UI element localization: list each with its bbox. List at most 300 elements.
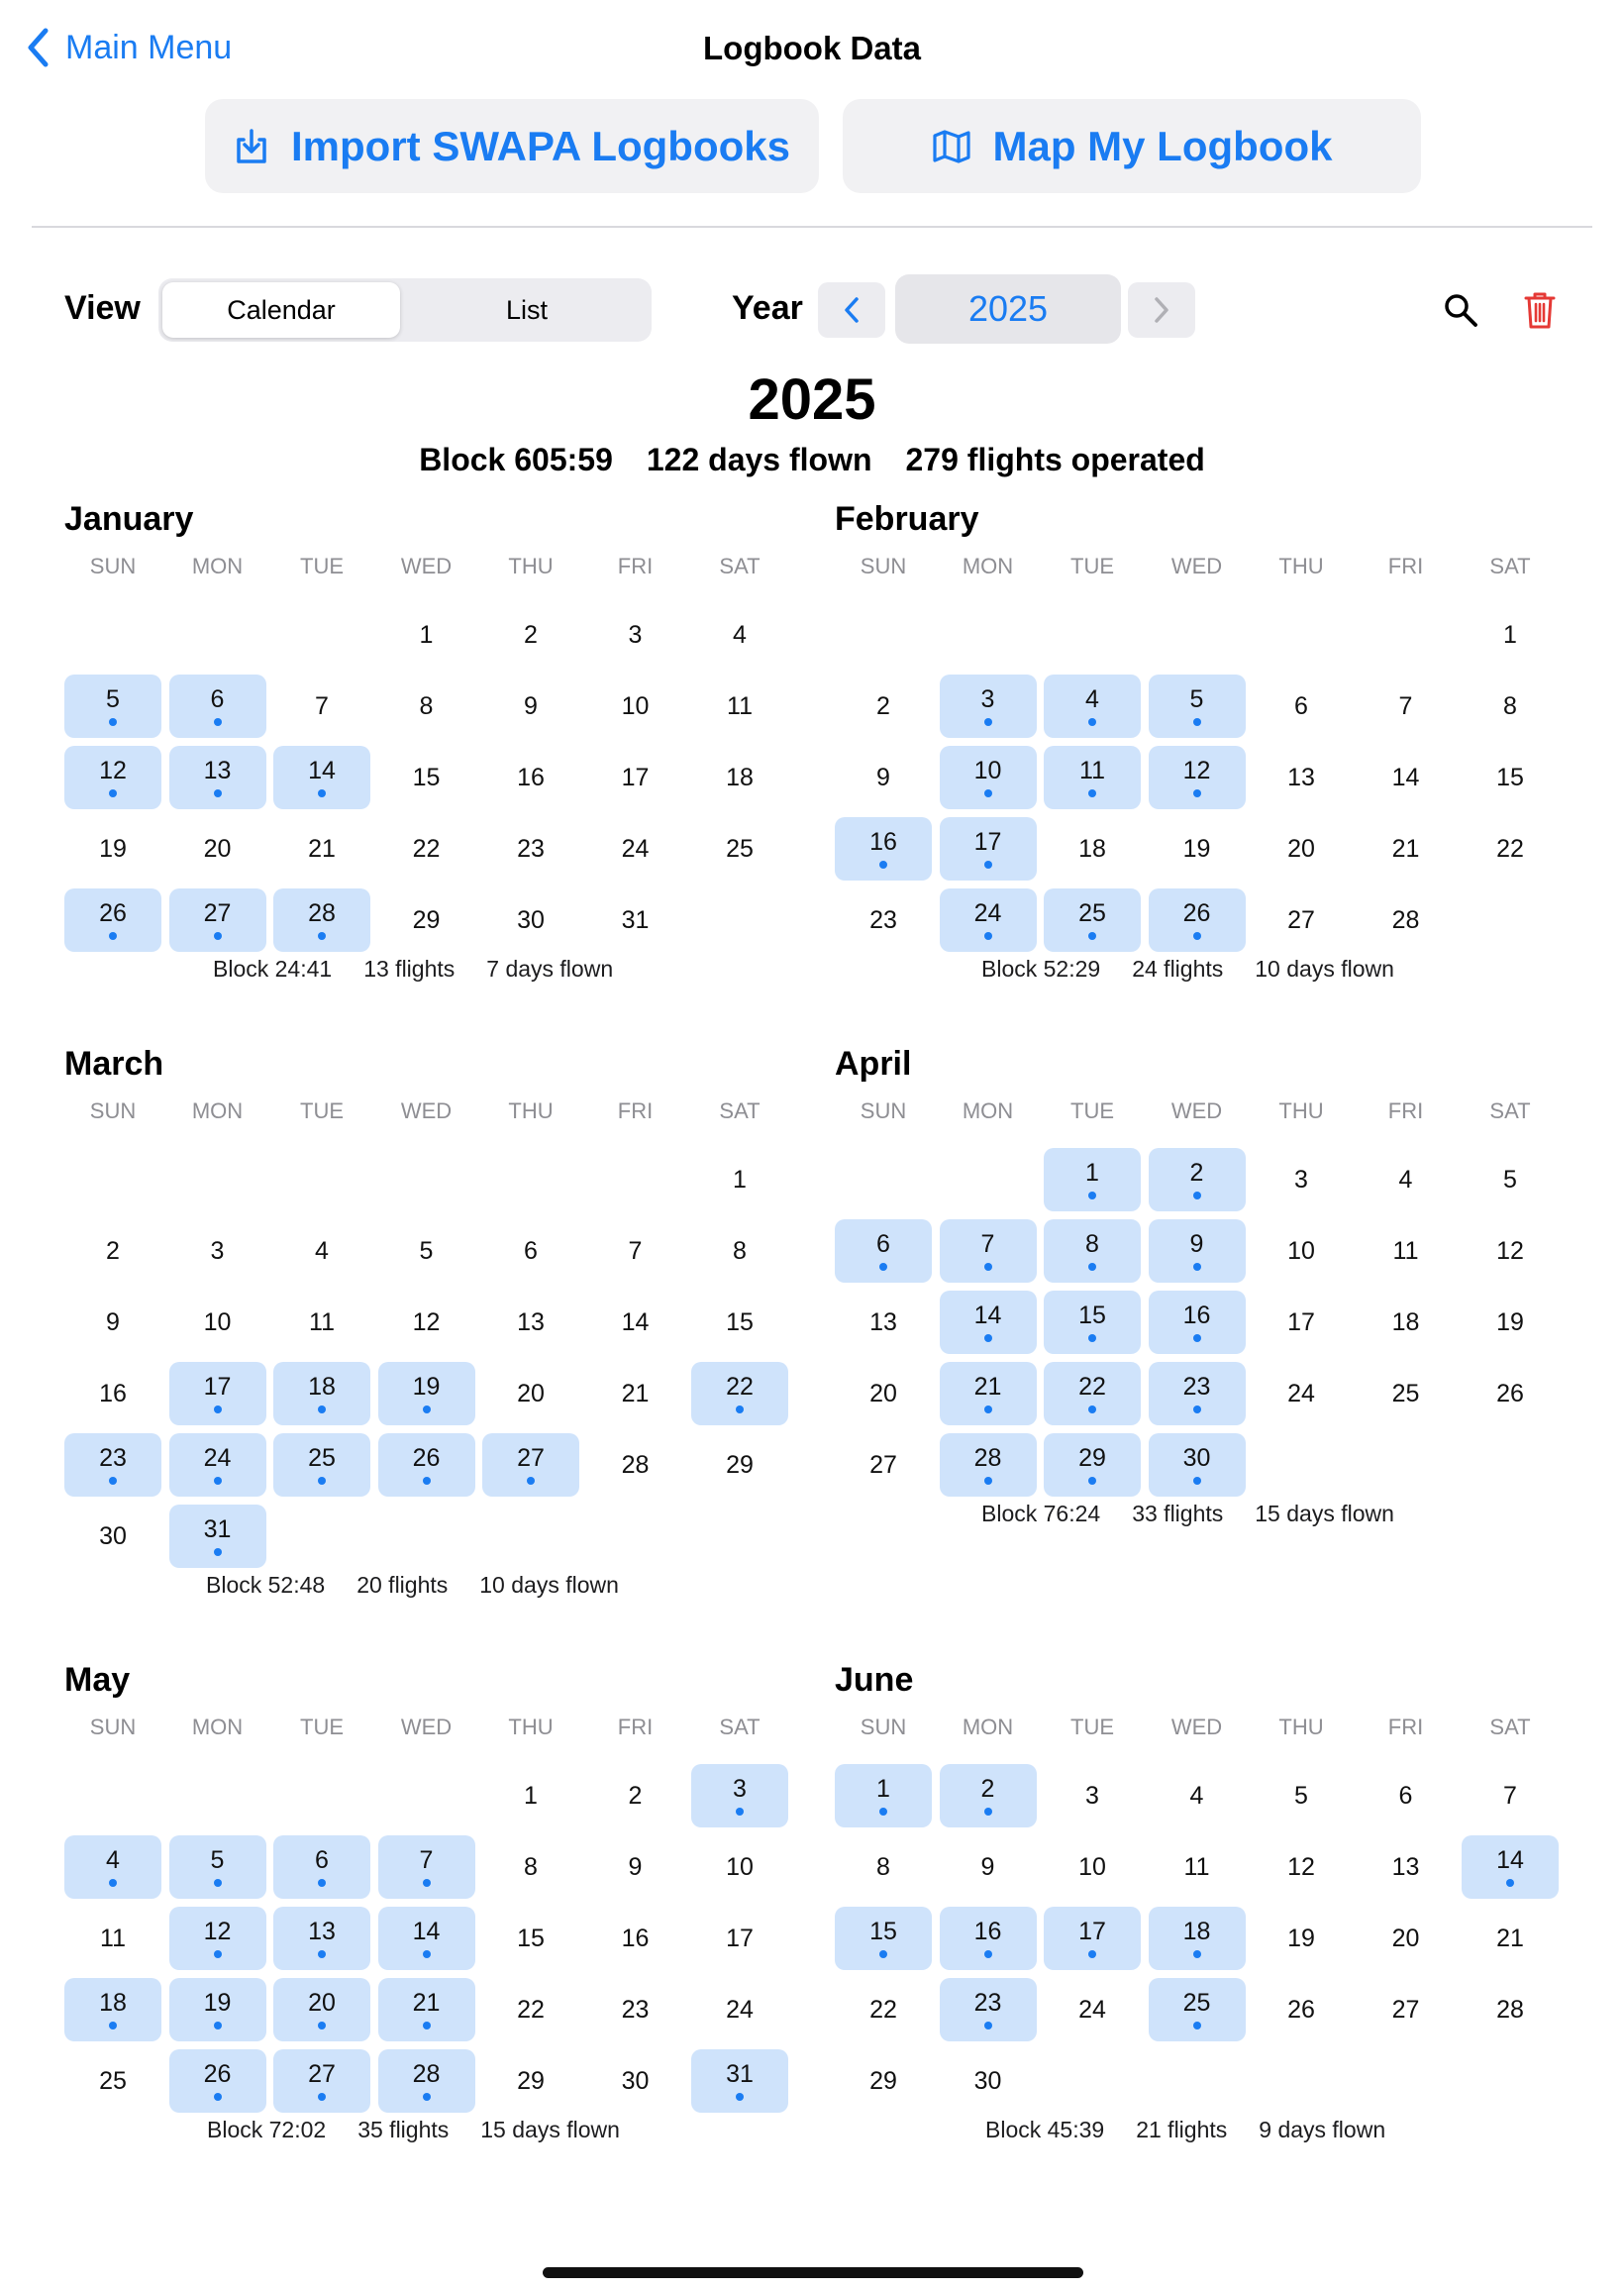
day-cell-flown[interactable] — [1149, 1148, 1246, 1211]
view-label: View — [64, 289, 141, 327]
day-cell[interactable] — [169, 817, 266, 881]
day-number: 24 — [1287, 1380, 1315, 1407]
day-cell[interactable] — [1044, 1835, 1141, 1899]
day-cell[interactable] — [835, 675, 932, 738]
trash-icon — [1523, 290, 1557, 330]
day-number: 11 — [1183, 1853, 1210, 1881]
day-cell[interactable] — [1358, 1219, 1455, 1283]
weekday-label: SUN — [89, 554, 137, 578]
day-cell-flown[interactable] — [1462, 1835, 1559, 1899]
weekday-label: THU — [508, 1715, 554, 1739]
day-number: 6 — [1398, 1782, 1413, 1810]
flight-dot-icon — [879, 1950, 887, 1958]
day-number: 29 — [1078, 1444, 1106, 1472]
day-cell[interactable] — [1358, 1978, 1455, 2041]
day-cell[interactable] — [1149, 1764, 1246, 1827]
day-cell[interactable] — [378, 888, 475, 952]
month-stat-days: 10 days flown — [479, 1572, 619, 1598]
flight-dot-icon — [214, 1548, 222, 1556]
day-cell[interactable] — [587, 817, 684, 881]
day-cell[interactable] — [482, 1291, 579, 1354]
day-cell-flown[interactable] — [273, 888, 370, 952]
day-cell-flown[interactable] — [940, 888, 1037, 952]
day-number: 11 — [1079, 757, 1105, 784]
weekday-label: SUN — [860, 1098, 907, 1123]
day-cell[interactable] — [482, 1835, 579, 1899]
day-cell[interactable] — [482, 817, 579, 881]
day-cell[interactable] — [378, 817, 475, 881]
day-cell[interactable] — [691, 817, 788, 881]
day-cell[interactable] — [64, 1505, 161, 1568]
flight-dot-icon — [318, 789, 326, 797]
day-number: 14 — [1496, 1846, 1524, 1874]
day-cell[interactable] — [64, 2049, 161, 2113]
day-cell[interactable] — [1358, 1291, 1455, 1354]
day-cell[interactable] — [587, 746, 684, 809]
day-cell[interactable] — [835, 1433, 932, 1497]
day-cell[interactable] — [64, 817, 161, 881]
day-cell[interactable] — [273, 675, 370, 738]
day-cell[interactable] — [587, 888, 684, 952]
day-cell[interactable] — [1462, 1978, 1559, 2041]
day-cell[interactable] — [1253, 1978, 1350, 2041]
day-number: 17 — [621, 764, 650, 791]
day-cell[interactable] — [1358, 1362, 1455, 1425]
day-cell-flown[interactable] — [1149, 1433, 1246, 1497]
day-cell-flown[interactable] — [940, 817, 1037, 881]
day-cell-flown[interactable] — [835, 1907, 932, 1970]
day-number: 19 — [203, 1989, 232, 2017]
month-stats — [985, 2117, 1385, 2143]
day-cell-flown[interactable] — [1149, 1978, 1246, 2041]
day-number: 8 — [524, 1853, 538, 1881]
day-number: 11 — [100, 1925, 126, 1952]
day-cell[interactable] — [1044, 817, 1141, 881]
day-cell[interactable] — [1358, 888, 1455, 952]
day-cell-flown[interactable] — [1044, 1907, 1141, 1970]
import-logbooks-button[interactable] — [205, 99, 819, 193]
day-cell-flown[interactable] — [1149, 1219, 1246, 1283]
day-number: 20 — [1287, 835, 1315, 863]
day-cell[interactable] — [1253, 1219, 1350, 1283]
day-number: 24 — [1078, 1996, 1106, 2024]
day-cell-flown[interactable] — [1044, 746, 1141, 809]
day-cell-flown[interactable] — [691, 1362, 788, 1425]
day-cell[interactable] — [273, 1219, 370, 1283]
day-cell[interactable] — [1462, 1764, 1559, 1827]
day-cell[interactable] — [482, 1219, 579, 1283]
day-number: 20 — [869, 1380, 897, 1407]
day-cell[interactable] — [378, 1219, 475, 1283]
flight-dot-icon — [1193, 1950, 1201, 1958]
day-cell-flown[interactable] — [1044, 1291, 1141, 1354]
day-number: 24 — [621, 835, 650, 863]
day-cell[interactable] — [1462, 817, 1559, 881]
day-cell-flown[interactable] — [1149, 1907, 1246, 1970]
day-cell-flown[interactable] — [940, 1433, 1037, 1497]
day-cell-flown[interactable] — [940, 1291, 1037, 1354]
day-cell-flown[interactable] — [940, 746, 1037, 809]
day-number: 3 — [628, 621, 643, 649]
flight-dot-icon — [109, 789, 117, 797]
month-name: February — [835, 500, 979, 538]
day-cell-flown[interactable] — [378, 1362, 475, 1425]
flight-dot-icon — [109, 2022, 117, 2030]
day-cell[interactable] — [835, 1978, 932, 2041]
search-button[interactable] — [1438, 287, 1483, 333]
day-cell[interactable] — [64, 1907, 161, 1970]
day-cell[interactable] — [1462, 603, 1559, 667]
day-cell-flown[interactable] — [378, 2049, 475, 2113]
day-cell-flown[interactable] — [1044, 1148, 1141, 1211]
month-stat-days: 10 days flown — [1255, 956, 1394, 982]
day-number: 8 — [419, 692, 434, 720]
day-number: 7 — [628, 1237, 643, 1265]
day-cell[interactable] — [1462, 1148, 1559, 1211]
day-cell[interactable] — [378, 675, 475, 738]
day-number: 11 — [309, 1308, 335, 1336]
day-cell[interactable] — [1358, 1764, 1455, 1827]
day-cell-flown[interactable] — [835, 817, 932, 881]
day-cell-flown[interactable] — [64, 1433, 161, 1497]
day-cell[interactable] — [835, 2049, 932, 2113]
day-number: 28 — [1391, 906, 1420, 934]
day-cell[interactable] — [482, 2049, 579, 2113]
day-number: 14 — [1391, 764, 1420, 791]
flight-dot-icon — [318, 1950, 326, 1958]
day-cell-flown[interactable] — [1044, 888, 1141, 952]
weekday-label: WED — [400, 1715, 453, 1739]
day-cell[interactable] — [1253, 1362, 1350, 1425]
day-number: 19 — [99, 835, 127, 863]
flight-dot-icon — [984, 1334, 992, 1342]
day-cell-flown[interactable] — [169, 1978, 266, 2041]
day-cell[interactable] — [1253, 1835, 1350, 1899]
day-cell-flown[interactable] — [1044, 1433, 1141, 1497]
day-cell-flown[interactable] — [378, 1835, 475, 1899]
day-cell[interactable] — [1253, 1291, 1350, 1354]
day-cell-flown[interactable] — [691, 2049, 788, 2113]
year-label: Year — [732, 289, 803, 327]
weekday-label: THU — [1278, 1098, 1324, 1123]
month-stat-flights: 35 flights — [357, 2117, 450, 2142]
day-cell[interactable] — [64, 1219, 161, 1283]
day-cell[interactable] — [691, 1907, 788, 1970]
day-cell[interactable] — [169, 1219, 266, 1283]
day-cell-flown[interactable] — [64, 746, 161, 809]
day-cell[interactable] — [587, 1362, 684, 1425]
day-number: 18 — [308, 1373, 336, 1401]
day-cell[interactable] — [1253, 1907, 1350, 1970]
day-number: 6 — [524, 1237, 538, 1265]
flight-dot-icon — [1088, 789, 1096, 797]
day-cell[interactable] — [835, 746, 932, 809]
day-cell-flown[interactable] — [169, 1433, 266, 1497]
day-number: 29 — [726, 1451, 754, 1479]
day-cell[interactable] — [1149, 1835, 1246, 1899]
day-cell[interactable] — [378, 746, 475, 809]
day-cell[interactable] — [1462, 1291, 1559, 1354]
day-cell[interactable] — [587, 675, 684, 738]
day-cell[interactable] — [482, 1362, 579, 1425]
flight-dot-icon — [879, 861, 887, 869]
day-cell-flown[interactable] — [691, 1764, 788, 1827]
day-cell[interactable] — [1149, 817, 1246, 881]
day-cell[interactable] — [835, 1291, 932, 1354]
day-cell-flown[interactable] — [1044, 1219, 1141, 1283]
day-cell-flown[interactable] — [378, 1978, 475, 2041]
day-cell[interactable] — [1358, 817, 1455, 881]
day-cell[interactable] — [1462, 1219, 1559, 1283]
day-cell[interactable] — [587, 1907, 684, 1970]
day-cell[interactable] — [691, 1433, 788, 1497]
year-days-flown: 122 days flown — [646, 442, 872, 477]
day-cell[interactable] — [1044, 1978, 1141, 2041]
day-cell-flown[interactable] — [1149, 675, 1246, 738]
day-cell-flown[interactable] — [1044, 675, 1141, 738]
day-number: 27 — [203, 899, 232, 927]
day-cell[interactable] — [1044, 1764, 1141, 1827]
day-number: 23 — [973, 1989, 1002, 2017]
day-number: 17 — [203, 1373, 232, 1401]
day-cell[interactable] — [587, 1433, 684, 1497]
day-number: 27 — [517, 1444, 545, 1472]
day-number: 16 — [99, 1380, 127, 1407]
weekday-label: THU — [508, 1098, 554, 1123]
weekday-label: TUE — [300, 554, 344, 578]
day-cell[interactable] — [64, 1362, 161, 1425]
day-cell[interactable] — [1253, 888, 1350, 952]
day-number: 19 — [1496, 1308, 1524, 1336]
day-cell[interactable] — [587, 1835, 684, 1899]
day-cell-flown[interactable] — [273, 1978, 370, 2041]
day-cell[interactable] — [1253, 817, 1350, 881]
day-number: 5 — [1294, 1782, 1308, 1810]
day-cell[interactable] — [587, 1764, 684, 1827]
day-cell-flown[interactable] — [169, 888, 266, 952]
day-number: 5 — [419, 1237, 434, 1265]
day-cell-flown[interactable] — [940, 1907, 1037, 1970]
day-cell-flown[interactable] — [1149, 888, 1246, 952]
day-cell-flown[interactable] — [64, 888, 161, 952]
day-cell[interactable] — [482, 1978, 579, 2041]
day-cell[interactable] — [691, 1148, 788, 1211]
weekday-label: FRI — [617, 1098, 654, 1123]
next-year-button[interactable] — [1128, 282, 1195, 338]
day-cell-flown[interactable] — [1149, 746, 1246, 809]
day-cell[interactable] — [1462, 1362, 1559, 1425]
day-number: 4 — [1085, 685, 1099, 713]
day-cell[interactable] — [1253, 675, 1350, 738]
day-cell[interactable] — [835, 888, 932, 952]
day-cell-flown[interactable] — [940, 675, 1037, 738]
day-cell-flown[interactable] — [1044, 1362, 1141, 1425]
flight-dot-icon — [1193, 1405, 1201, 1413]
day-cell-flown[interactable] — [940, 1219, 1037, 1283]
day-cell[interactable] — [691, 675, 788, 738]
day-cell-flown[interactable] — [1149, 1291, 1246, 1354]
weekday-label: MON — [962, 554, 1014, 578]
year-selector[interactable]: 2025 — [895, 274, 1121, 344]
day-cell[interactable] — [587, 1219, 684, 1283]
month-stat-flights: 13 flights — [363, 956, 456, 982]
day-cell[interactable] — [378, 1291, 475, 1354]
day-cell-flown[interactable] — [940, 1362, 1037, 1425]
flight-dot-icon — [984, 932, 992, 940]
weekday-label: WED — [1170, 1098, 1223, 1123]
day-cell-flown[interactable] — [482, 1433, 579, 1497]
day-cell-flown[interactable] — [169, 1362, 266, 1425]
day-cell[interactable] — [1358, 1907, 1455, 1970]
day-cell-flown[interactable] — [273, 1907, 370, 1970]
day-cell-flown[interactable] — [1149, 1362, 1246, 1425]
day-cell[interactable] — [1462, 1907, 1559, 1970]
day-cell-flown[interactable] — [378, 1433, 475, 1497]
weekday-label: MON — [962, 1715, 1014, 1739]
day-number: 2 — [106, 1237, 120, 1265]
day-number: 24 — [973, 899, 1002, 927]
day-number: 22 — [1496, 835, 1524, 863]
day-cell[interactable] — [64, 1291, 161, 1354]
flight-dot-icon — [214, 2022, 222, 2030]
month-stat-block: Block 24:41 — [213, 956, 333, 982]
flight-dot-icon — [1193, 1477, 1201, 1485]
day-cell-flown[interactable] — [273, 1433, 370, 1497]
day-cell-flown[interactable] — [169, 746, 266, 809]
day-cell-flown[interactable] — [169, 1505, 266, 1568]
day-cell[interactable] — [1253, 1148, 1350, 1211]
day-cell[interactable] — [691, 746, 788, 809]
day-number: 18 — [1182, 1918, 1211, 1945]
previous-year-button[interactable] — [818, 282, 885, 338]
day-cell-flown[interactable] — [940, 1978, 1037, 2041]
day-cell[interactable] — [835, 1362, 932, 1425]
day-number: 14 — [973, 1301, 1002, 1329]
day-cell[interactable] — [1253, 746, 1350, 809]
day-cell-flown[interactable] — [273, 746, 370, 809]
day-cell[interactable] — [169, 1291, 266, 1354]
day-cell[interactable] — [1462, 675, 1559, 738]
day-cell[interactable] — [378, 603, 475, 667]
day-number: 22 — [1078, 1373, 1106, 1401]
day-number: 19 — [1182, 835, 1211, 863]
day-cell[interactable] — [691, 603, 788, 667]
flight-dot-icon — [1088, 1263, 1096, 1271]
flight-dot-icon — [984, 1263, 992, 1271]
day-cell[interactable] — [273, 817, 370, 881]
day-number: 9 — [876, 764, 890, 791]
flight-dot-icon — [984, 1808, 992, 1816]
day-cell[interactable] — [1358, 1148, 1455, 1211]
day-cell[interactable] — [482, 675, 579, 738]
day-number: 23 — [517, 835, 545, 863]
day-number: 17 — [1287, 1308, 1315, 1336]
day-number: 3 — [210, 1237, 225, 1265]
day-number: 31 — [621, 906, 650, 934]
day-number: 18 — [726, 764, 754, 791]
day-cell[interactable] — [482, 603, 579, 667]
day-cell[interactable] — [691, 1978, 788, 2041]
day-cell[interactable] — [482, 1907, 579, 1970]
day-cell[interactable] — [691, 1291, 788, 1354]
day-cell[interactable] — [691, 1219, 788, 1283]
day-cell-flown[interactable] — [273, 1835, 370, 1899]
delete-button[interactable] — [1517, 287, 1563, 333]
day-number: 1 — [733, 1166, 747, 1194]
day-number: 21 — [621, 1380, 650, 1407]
weekday-label: MON — [191, 554, 244, 578]
day-number: 4 — [733, 621, 747, 649]
day-cell[interactable] — [482, 746, 579, 809]
day-number: 14 — [621, 1308, 650, 1336]
day-cell[interactable] — [587, 1291, 684, 1354]
day-number: 30 — [1182, 1444, 1211, 1472]
weekday-label: FRI — [617, 554, 654, 578]
flight-dot-icon — [984, 1950, 992, 1958]
day-cell[interactable] — [587, 1978, 684, 2041]
day-number: 9 — [628, 1853, 643, 1881]
day-cell[interactable] — [940, 1835, 1037, 1899]
day-cell[interactable] — [691, 1835, 788, 1899]
view-calendar-option[interactable]: Calendar — [162, 282, 400, 338]
day-number: 29 — [869, 2067, 897, 2095]
day-cell[interactable] — [1462, 746, 1559, 809]
day-cell-flown[interactable] — [169, 1907, 266, 1970]
day-cell[interactable] — [587, 2049, 684, 2113]
day-cell-flown[interactable] — [273, 1362, 370, 1425]
day-cell-flown[interactable] — [835, 1764, 932, 1827]
chevron-right-icon — [1153, 296, 1170, 324]
view-list-option[interactable]: List — [505, 294, 549, 325]
day-cell[interactable] — [587, 603, 684, 667]
day-cell[interactable] — [1358, 1835, 1455, 1899]
day-number: 12 — [412, 1308, 441, 1336]
flight-dot-icon — [214, 789, 222, 797]
day-cell[interactable] — [1253, 1764, 1350, 1827]
day-cell-flown[interactable] — [378, 1907, 475, 1970]
day-cell[interactable] — [835, 1835, 932, 1899]
day-cell[interactable] — [1358, 675, 1455, 738]
flight-dot-icon — [1088, 1334, 1096, 1342]
day-cell[interactable] — [1358, 746, 1455, 809]
day-cell-flown[interactable] — [64, 1835, 161, 1899]
day-cell[interactable] — [940, 2049, 1037, 2113]
flight-dot-icon — [984, 718, 992, 726]
day-cell-flown[interactable] — [169, 2049, 266, 2113]
day-cell-flown[interactable] — [940, 1764, 1037, 1827]
day-number: 28 — [1496, 1996, 1524, 2024]
flight-dot-icon — [318, 1477, 326, 1485]
flight-dot-icon — [423, 2093, 431, 2101]
day-cell-flown[interactable] — [64, 1978, 161, 2041]
weekday-label: THU — [1278, 1715, 1324, 1739]
weekday-label: SAT — [719, 1098, 761, 1123]
day-number: 10 — [973, 757, 1002, 784]
day-cell-flown[interactable] — [64, 675, 161, 738]
day-cell[interactable] — [482, 1764, 579, 1827]
search-icon — [1443, 292, 1478, 328]
month-stat-block: Block 45:39 — [985, 2117, 1105, 2142]
day-cell-flown[interactable] — [169, 1835, 266, 1899]
day-cell[interactable] — [482, 888, 579, 952]
day-cell-flown[interactable] — [273, 2049, 370, 2113]
day-cell-flown[interactable] — [169, 675, 266, 738]
day-cell-flown[interactable] — [835, 1219, 932, 1283]
map-logbook-button[interactable] — [843, 99, 1421, 193]
day-number: 5 — [1503, 1166, 1517, 1194]
day-cell[interactable] — [273, 1291, 370, 1354]
flight-dot-icon — [318, 2093, 326, 2101]
